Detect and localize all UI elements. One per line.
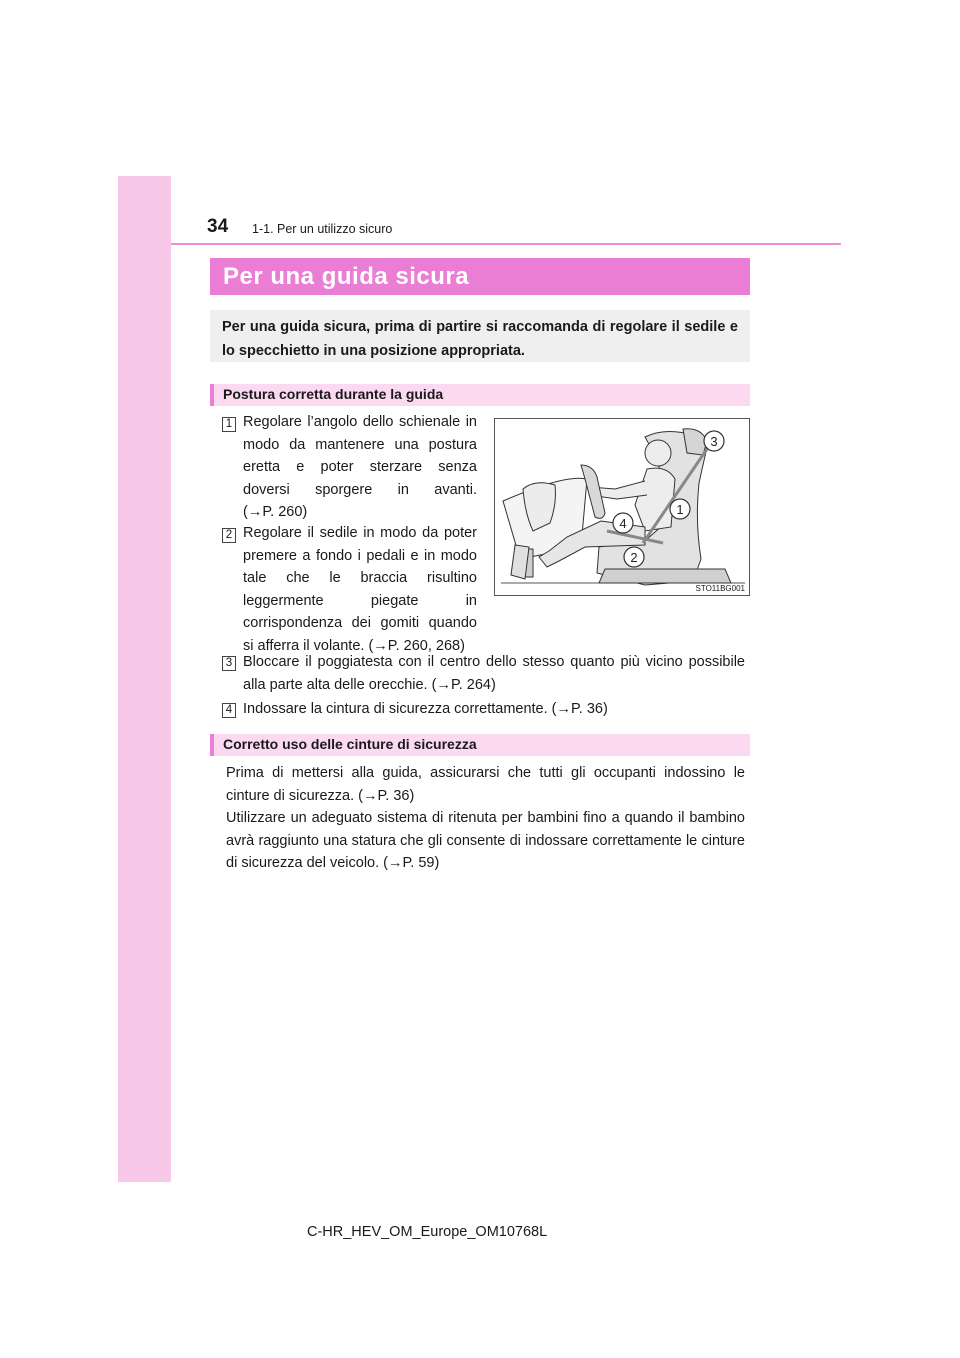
item-3-text: Bloccare il poggiatesta con il centro dello stesso quanto più vicino possibile alla parte alta delle orecchie. (→P. 264) xyxy=(243,654,745,693)
page-title: Per una guida sicura xyxy=(223,263,470,290)
callout-1: 1 xyxy=(676,502,684,517)
item-2-text: Regolare il sedile in modo da poter premere a fondo i pedali e in modo tale che le braccia risultino leggermente piegate in corrispondenza dei gomiti quando si afferra il volante. (→P. 260, 268) xyxy=(243,525,477,654)
item-number-3: 3 xyxy=(222,656,236,671)
item-number-1: 1 xyxy=(222,417,236,432)
callout-2: 2 xyxy=(630,550,638,565)
page-number: 34 xyxy=(207,216,229,237)
document-footer-code: C-HR_HEV_OM_Europe_OM10768L xyxy=(307,1224,548,1240)
item-number-2: 2 xyxy=(222,528,236,543)
header-rule xyxy=(171,243,841,245)
item-4-text: Indossare la cintura di sicurezza correttamente. (→P. 36) xyxy=(243,701,608,717)
figure-code: STO11BG001 xyxy=(695,584,745,593)
seating-posture-illustration xyxy=(494,418,750,596)
page-title-band xyxy=(210,258,750,295)
section-heading-posture: Postura corretta durante la guida xyxy=(210,384,750,406)
driver-seat-drawing xyxy=(495,419,749,595)
item-number-4: 4 xyxy=(222,703,236,718)
callout-3: 3 xyxy=(710,434,718,449)
seatbelt-paragraph-2: Utilizzare un adeguato sistema di ritenuta per bambini fino a quando il bambino avrà raggiunto una statura che gli consente di indossare correttamente le cinture di sicurezza del veicolo. (→P. 59) xyxy=(226,810,745,871)
seatbelt-paragraph-1: Prima di mettersi alla guida, assicurarsi che tutti gli occupanti indossino le cinture di sicurezza. (→P. 36) xyxy=(226,765,745,804)
intro-box xyxy=(210,310,750,362)
intro-text: Per una guida sicura, prima di partire si raccomanda di regolare il sedile e lo specchietto in una posizione appropriata. xyxy=(222,319,738,359)
side-tab-strip xyxy=(118,176,171,1182)
section-heading-seatbelts: Corretto uso delle cinture di sicurezza xyxy=(210,734,750,756)
item-1-text: Regolare l’angolo dello schienale in modo da mantenere una postura eretta e poter sterzare senza doversi sporgere in avanti. (→P. 260) xyxy=(243,414,477,520)
chapter-heading: 1-1. Per un utilizzo sicuro xyxy=(252,222,393,236)
callout-4: 4 xyxy=(619,516,627,531)
